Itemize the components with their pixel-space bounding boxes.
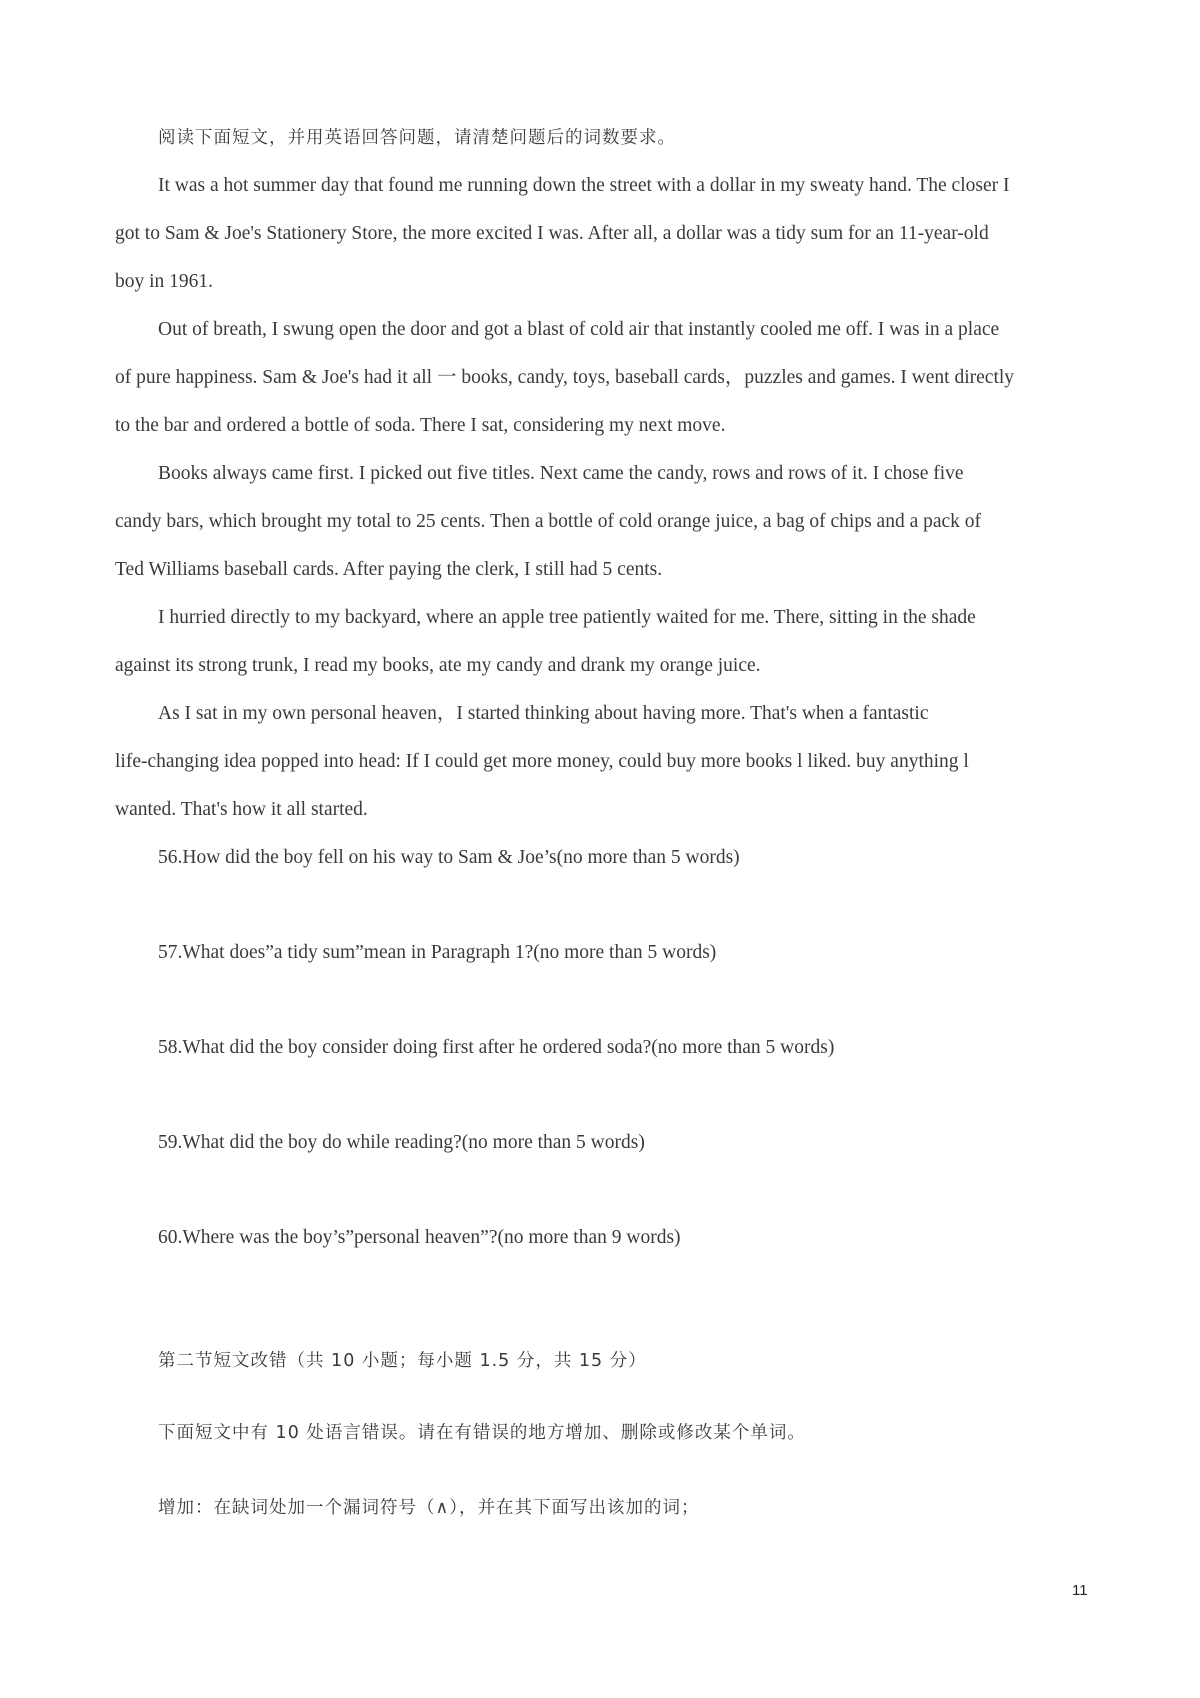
passage-p5-line2: life-changing idea popped into head: If I could get more money, could buy more books l liked. buy anything l [115, 751, 969, 772]
passage-p3-line3: Ted Williams baseball cards. After paying the clerk, I still had 5 cents. [115, 559, 663, 580]
question-58: 58.What did the boy consider doing first after he ordered soda?(no more than 5 words) [158, 1037, 835, 1058]
section2-title: 第二节短文改错（共 10 小题；每小题 1.5 分，共 15 分） [158, 1351, 647, 1371]
section2-add-rule: 增加：在缺词处加一个漏词符号（∧），并在其下面写出该加的词； [158, 1498, 700, 1518]
page-number: 11 [1072, 1582, 1088, 1599]
passage-p1-line3: boy in 1961. [115, 271, 214, 292]
passage-p1-line2: got to Sam & Joe's Stationery Store, the more excited I was. After all, a dollar was a tidy sum for an 11-year-old [115, 223, 989, 244]
reading-instruction: 阅读下面短文，并用英语回答问题，请清楚问题后的词数要求。 [158, 128, 676, 148]
passage-p3-line2: candy bars, which brought my total to 25 cents. Then a bottle of cold orange juice, a bag of chips and a pack of [115, 511, 982, 532]
passage-p2-line3: to the bar and ordered a bottle of soda. There I sat, considering my next move. [115, 415, 726, 436]
section2-instruction: 下面短文中有 10 处语言错误。请在有错误的地方增加、删除或修改某个单词。 [158, 1423, 806, 1443]
passage-p4-line1: I hurried directly to my backyard, where an apple tree patiently waited for me. There, sitting in the shade [158, 607, 976, 628]
passage-p2-line2: of pure happiness. Sam & Joe's had it all 一 books, candy, toys, baseball cards，puzzles and games. I went directly [115, 367, 1015, 388]
question-59: 59.What did the boy do while reading?(no more than 5 words) [158, 1132, 645, 1153]
passage-p4-line2: against its strong trunk, I read my books, ate my candy and drank my orange juice. [115, 655, 761, 676]
passage-p3-line1: Books always came first. I picked out five titles. Next came the candy, rows and rows of it. I chose five [158, 463, 964, 484]
passage-p1-line1: It was a hot summer day that found me running down the street with a dollar in my sweaty hand. The closer I [158, 175, 1010, 196]
question-57: 57.What does”a tidy sum”mean in Paragraph 1?(no more than 5 words) [158, 942, 717, 963]
passage-p5-line3: wanted. That's how it all started. [115, 799, 368, 820]
question-56: 56.How did the boy fell on his way to Sam & Joe’s(no more than 5 words) [158, 847, 740, 868]
question-60: 60.Where was the boy’s”personal heaven”?(no more than 9 words) [158, 1227, 681, 1248]
passage-p2-line1: Out of breath, I swung open the door and got a blast of cold air that instantly cooled me off. I was in a place [158, 319, 1000, 340]
passage-p5-line1: As I sat in my own personal heaven，I started thinking about having more. That's when a fantastic [158, 703, 929, 724]
